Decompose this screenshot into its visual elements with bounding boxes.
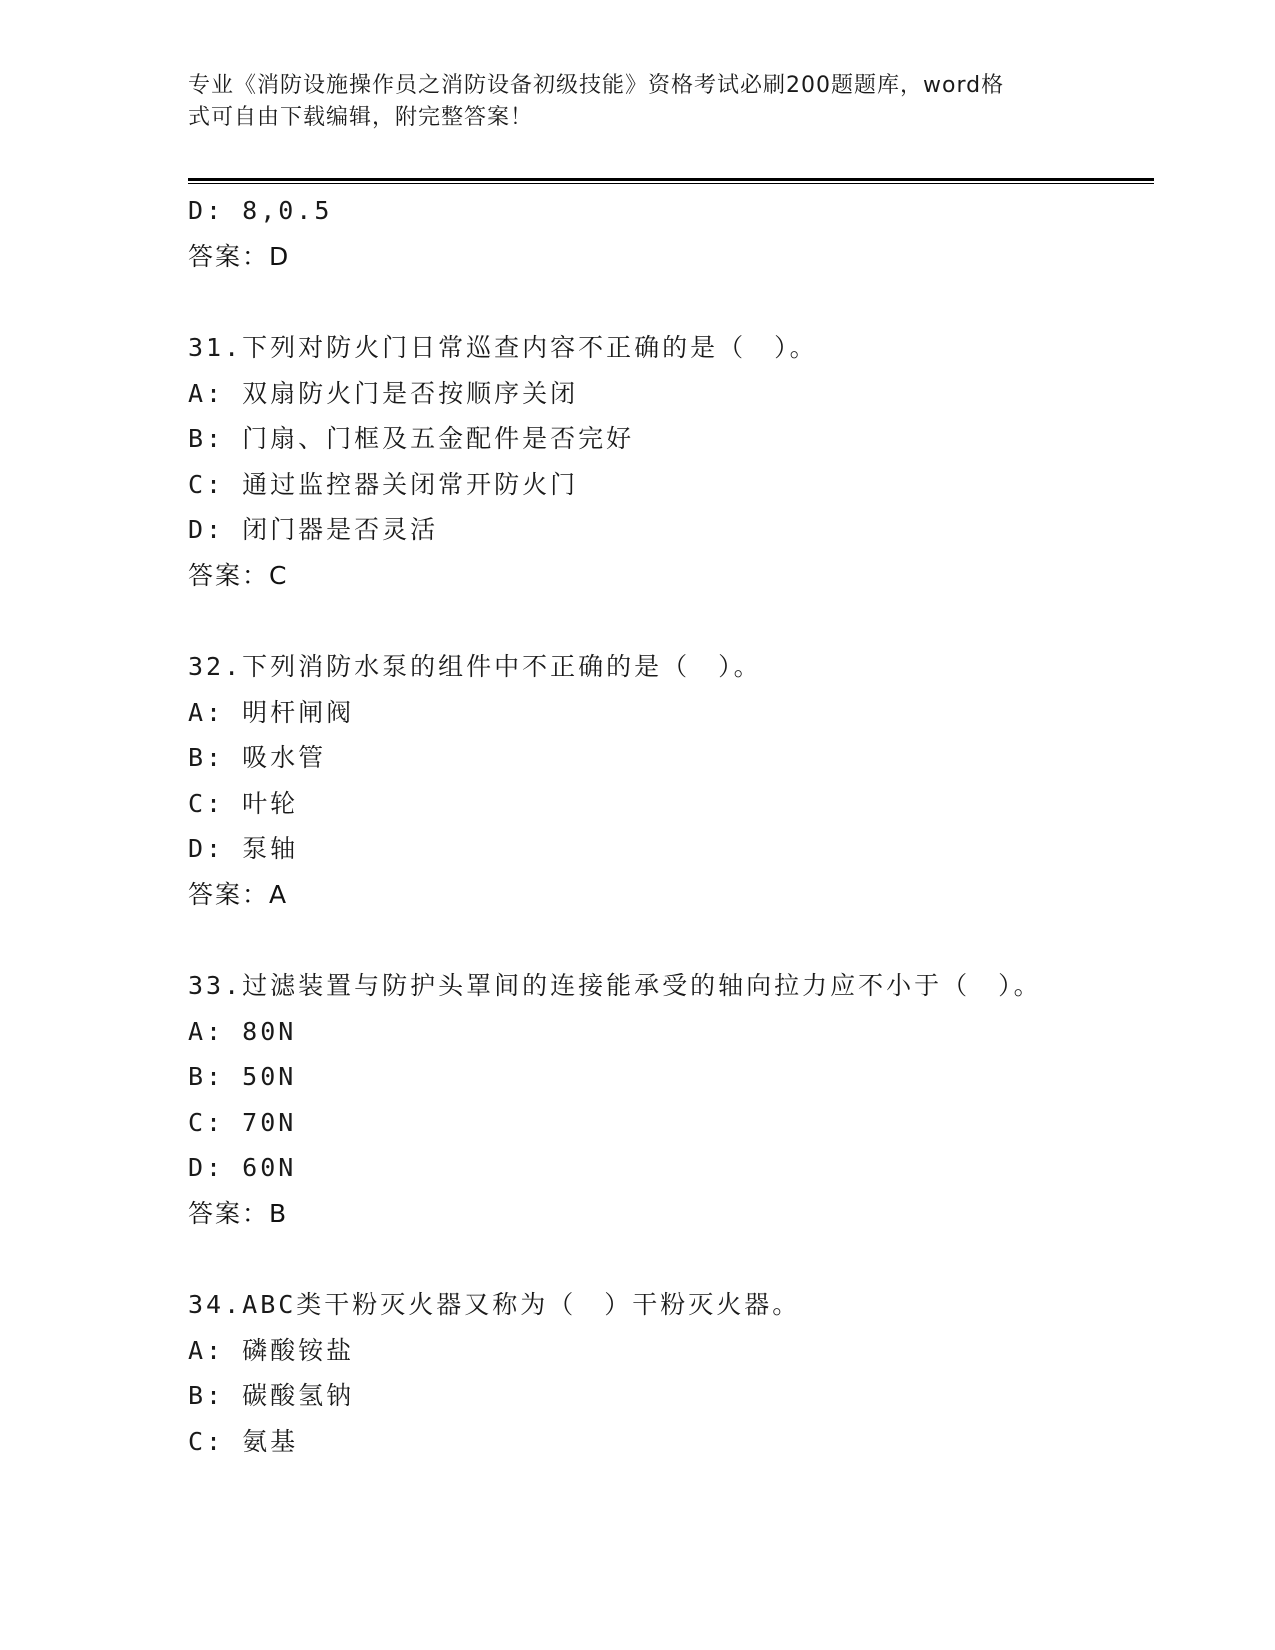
option-a: A: 80N — [188, 1016, 297, 1046]
option-c: C: 70N — [188, 1107, 297, 1137]
option-c: C: 氨基 — [188, 1426, 299, 1456]
question-stem: 32.下列消防水泵的组件中不正确的是（ ）。 — [188, 652, 762, 681]
option-d: D: 泵轴 — [188, 834, 299, 863]
option-c: C: 叶轮 — [188, 788, 299, 818]
answer-line: 答案：B — [188, 1198, 289, 1228]
previous-question-tail — [188, 188, 1148, 279]
option-d: D: 60N — [188, 1153, 297, 1182]
option-b: B: 50N — [188, 1062, 297, 1091]
header-line-2: 式可自由下载编辑，附完整答案！ — [188, 105, 534, 130]
spacer — [188, 279, 1148, 325]
question-list — [188, 188, 1148, 1464]
spacer — [188, 1236, 1148, 1282]
option-a: A: 磷酸铵盐 — [188, 1335, 355, 1365]
answer-line: 答案：C — [188, 560, 289, 590]
option-b: B: 碳酸氢钠 — [188, 1381, 355, 1410]
question-32 — [188, 644, 1148, 917]
option-d: D: 8,0.5 — [188, 196, 333, 225]
option-c: C: 通过监控器关闭常开防火门 — [188, 469, 579, 499]
option-a: A: 明杆闸阀 — [188, 697, 355, 727]
question-31 — [188, 325, 1148, 598]
option-d: D: 闭门器是否灵活 — [188, 515, 439, 544]
answer-line: 答案：D — [188, 241, 291, 271]
question-34 — [188, 1282, 1148, 1464]
question-stem: 33.过滤装置与防护头罩间的连接能承受的轴向拉力应不小于（ ）。 — [188, 971, 1042, 1000]
option-b: B: 吸水管 — [188, 743, 327, 772]
spacer — [188, 917, 1148, 963]
answer-line: 答案：A — [188, 879, 289, 909]
option-a: A: 双扇防火门是否按顺序关闭 — [188, 378, 579, 408]
spacer — [188, 598, 1148, 644]
option-b: B: 门扇、门框及五金配件是否完好 — [188, 424, 635, 453]
question-33 — [188, 963, 1148, 1236]
question-stem: 34.ABC类干粉灭火器又称为（ ）干粉灭火器。 — [188, 1290, 801, 1319]
document-header — [188, 70, 1068, 134]
header-rule-thick — [188, 178, 1154, 181]
question-stem: 31.下列对防火门日常巡查内容不正确的是（ ）。 — [188, 333, 818, 362]
header-rule-thin — [188, 183, 1154, 184]
header-line-1: 专业《消防设施操作员之消防设备初级技能》资格考试必刷200题题库，word格 — [188, 73, 1005, 98]
